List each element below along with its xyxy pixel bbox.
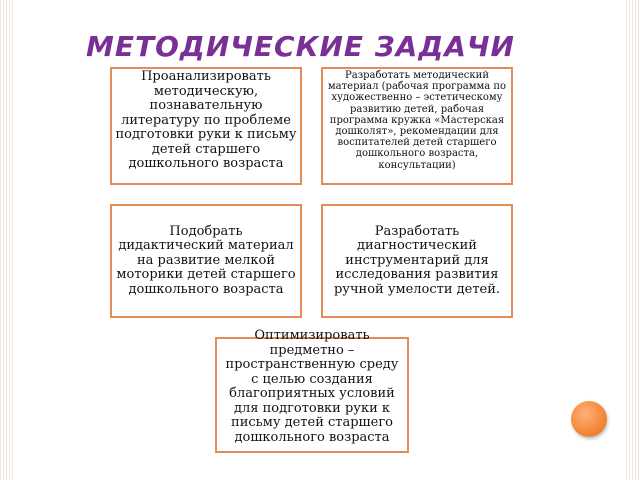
task-text: Подобрать дидактический материал на развитие мелкой моторики детей старшего дошкольного возраста [116,223,296,297]
task-box-didactic-material [110,204,302,318]
task-text: Разработать диагностический инструментарий для исследования развития ручной умелости детей. [333,223,501,297]
task-box-analyze-literature [110,67,302,185]
right-decorative-border [626,0,640,480]
task-box-optimize-environment [215,328,409,453]
task-box-develop-materials [321,67,513,185]
slide-nav-button[interactable] [571,401,607,437]
task-text: Оптимизировать предметно – пространственную среду с целью создания благоприятных условий для подготовки руки к письму детей старшего дошкольного возраста [225,328,399,445]
slide-title: МЕТОДИЧЕСКИЕ ЗАДАЧИ [86,30,515,63]
task-text: Разработать методический материал (рабочая программа по художественно – эстетическому развитию детей, рабочая программа кружка «Мастерская дошколят», рекомендации для воспитателей детей старшего дошкольного возраста, консультации) [327,70,507,171]
task-text: Проанализировать методическую, познавательную литературу по проблеме подготовки руки к письму детей старшего дошкольного возраста [115,69,297,172]
task-box-diagnostic-tools [321,204,513,318]
left-decorative-border [0,0,14,480]
